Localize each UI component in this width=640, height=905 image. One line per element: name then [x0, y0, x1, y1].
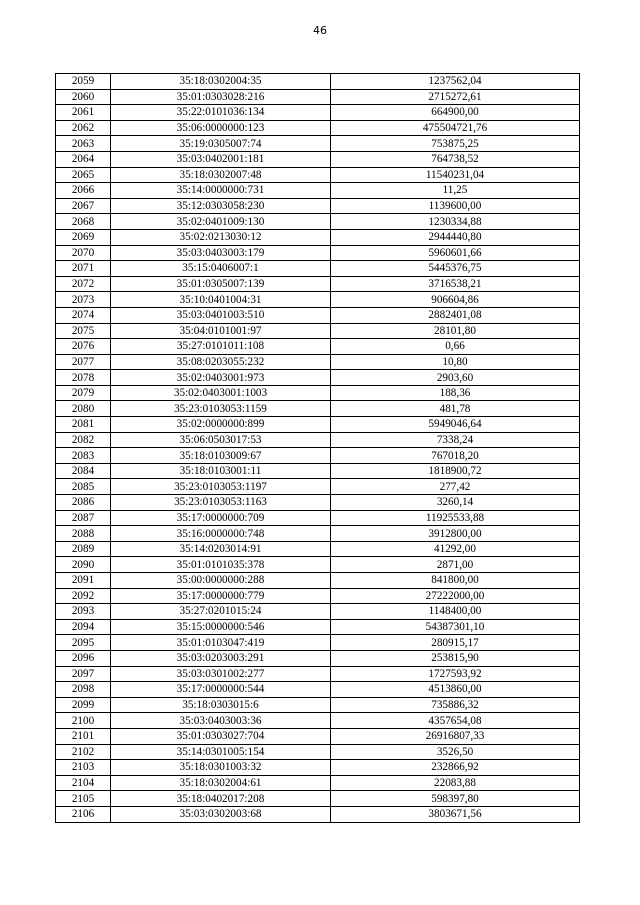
value-cell: 475504721,76	[331, 120, 580, 136]
value-cell: 41292,00	[331, 541, 580, 557]
value-cell: 2715272,61	[331, 89, 580, 105]
row-number-cell: 2059	[56, 74, 111, 90]
value-cell: 767018,20	[331, 448, 580, 464]
value-cell: 598397,80	[331, 791, 580, 807]
cadastral-number-cell: 35:18:0303015:6	[111, 697, 331, 713]
value-cell: 26916807,33	[331, 728, 580, 744]
row-number-cell: 2105	[56, 791, 111, 807]
cadastral-number-cell: 35:03:0302003:68	[111, 806, 331, 822]
row-number-cell: 2069	[56, 229, 111, 245]
cadastral-number-cell: 35:02:0213030:12	[111, 229, 331, 245]
row-number-cell: 2095	[56, 635, 111, 651]
table-row	[56, 541, 580, 557]
cadastral-number-cell: 35:02:0403001:973	[111, 370, 331, 386]
value-cell: 11540231,04	[331, 167, 580, 183]
value-cell: 232866,92	[331, 760, 580, 776]
value-cell: 188,36	[331, 385, 580, 401]
row-number-cell: 2082	[56, 432, 111, 448]
table-body	[56, 74, 580, 823]
row-number-cell: 2087	[56, 510, 111, 526]
cadastral-number-cell: 35:01:0303027:704	[111, 728, 331, 744]
cadastral-number-cell: 35:01:0103047:419	[111, 635, 331, 651]
table-row	[56, 136, 580, 152]
table-row	[56, 229, 580, 245]
value-cell: 3912800,00	[331, 526, 580, 542]
cadastral-number-cell: 35:12:0303058:230	[111, 198, 331, 214]
row-number-cell: 2063	[56, 136, 111, 152]
row-number-cell: 2060	[56, 89, 111, 105]
value-cell: 3803671,56	[331, 806, 580, 822]
row-number-cell: 2072	[56, 276, 111, 292]
cadastral-number-cell: 35:18:0103009:67	[111, 448, 331, 464]
cadastral-number-cell: 35:02:0000000:899	[111, 417, 331, 433]
value-cell: 1230334,88	[331, 214, 580, 230]
table-row	[56, 120, 580, 136]
table-row	[56, 604, 580, 620]
cadastral-number-cell: 35:18:0302004:35	[111, 74, 331, 90]
row-number-cell: 2066	[56, 183, 111, 199]
table-row	[56, 806, 580, 822]
table-row	[56, 744, 580, 760]
row-number-cell: 2076	[56, 339, 111, 355]
value-cell: 27222000,00	[331, 588, 580, 604]
table-row	[56, 479, 580, 495]
row-number-cell: 2092	[56, 588, 111, 604]
cadastral-number-cell: 35:03:0403003:36	[111, 713, 331, 729]
cadastral-number-cell: 35:14:0203014:91	[111, 541, 331, 557]
table-row	[56, 760, 580, 776]
cadastral-number-cell: 35:02:0401009:130	[111, 214, 331, 230]
table-row	[56, 307, 580, 323]
cadastral-number-cell: 35:08:0203055:232	[111, 354, 331, 370]
table-row	[56, 401, 580, 417]
cadastral-number-cell: 35:16:0000000:748	[111, 526, 331, 542]
value-cell: 1148400,00	[331, 604, 580, 620]
table-row	[56, 510, 580, 526]
row-number-cell: 2075	[56, 323, 111, 339]
cadastral-number-cell: 35:17:0000000:544	[111, 682, 331, 698]
table-row	[56, 697, 580, 713]
table-row	[56, 588, 580, 604]
value-cell: 753875,25	[331, 136, 580, 152]
row-number-cell: 2080	[56, 401, 111, 417]
value-cell: 1727593,92	[331, 666, 580, 682]
cadastral-number-cell: 35:23:0103053:1197	[111, 479, 331, 495]
cadastral-number-cell: 35:03:0203003:291	[111, 650, 331, 666]
cadastral-number-cell: 35:22:0101036:134	[111, 105, 331, 121]
row-number-cell: 2089	[56, 541, 111, 557]
table-row	[56, 74, 580, 90]
table-row	[56, 573, 580, 589]
cadastral-number-cell: 35:27:0201015:24	[111, 604, 331, 620]
page-number: 46	[313, 24, 327, 37]
cadastral-number-cell: 35:23:0103053:1163	[111, 495, 331, 511]
value-cell: 280915,17	[331, 635, 580, 651]
cadastral-number-cell: 35:04:0101001:97	[111, 323, 331, 339]
table-row	[56, 791, 580, 807]
row-number-cell: 2090	[56, 557, 111, 573]
value-cell: 253815,90	[331, 650, 580, 666]
row-number-cell: 2064	[56, 151, 111, 167]
row-number-cell: 2083	[56, 448, 111, 464]
row-number-cell: 2093	[56, 604, 111, 620]
cadastral-number-cell: 35:17:0000000:709	[111, 510, 331, 526]
table-row	[56, 619, 580, 635]
table-row	[56, 728, 580, 744]
row-number-cell: 2074	[56, 307, 111, 323]
value-cell: 1237562,04	[331, 74, 580, 90]
table-row	[56, 354, 580, 370]
cadastral-number-cell: 35:02:0403001:1003	[111, 385, 331, 401]
value-cell: 2882401,08	[331, 307, 580, 323]
cadastral-number-cell: 35:03:0401003:510	[111, 307, 331, 323]
cadastral-number-cell: 35:23:0103053:1159	[111, 401, 331, 417]
cadastral-number-cell: 35:03:0402001:181	[111, 151, 331, 167]
value-cell: 2944440,80	[331, 229, 580, 245]
value-cell: 11925533,88	[331, 510, 580, 526]
cadastral-number-cell: 35:18:0103001:11	[111, 463, 331, 479]
cadastral-number-cell: 35:03:0403003:179	[111, 245, 331, 261]
cadastral-number-cell: 35:17:0000000:779	[111, 588, 331, 604]
value-cell: 764738,52	[331, 151, 580, 167]
cadastral-number-cell: 35:06:0503017:53	[111, 432, 331, 448]
value-cell: 664900,00	[331, 105, 580, 121]
table-row	[56, 448, 580, 464]
value-cell: 3716538,21	[331, 276, 580, 292]
row-number-cell: 2067	[56, 198, 111, 214]
row-number-cell: 2078	[56, 370, 111, 386]
row-number-cell: 2104	[56, 775, 111, 791]
value-cell: 4357654,08	[331, 713, 580, 729]
cadastral-number-cell: 35:19:0305007:74	[111, 136, 331, 152]
table-row	[56, 183, 580, 199]
value-cell: 1818900,72	[331, 463, 580, 479]
cadastral-number-cell: 35:01:0305007:139	[111, 276, 331, 292]
value-cell: 1139600,00	[331, 198, 580, 214]
table-row	[56, 323, 580, 339]
value-cell: 54387301,10	[331, 619, 580, 635]
cadastral-number-cell: 35:18:0302007:48	[111, 167, 331, 183]
row-number-cell: 2103	[56, 760, 111, 776]
row-number-cell: 2086	[56, 495, 111, 511]
table-row	[56, 432, 580, 448]
cadastral-number-cell: 35:01:0101035:378	[111, 557, 331, 573]
table-row	[56, 261, 580, 277]
value-cell: 841800,00	[331, 573, 580, 589]
row-number-cell: 2101	[56, 728, 111, 744]
cadastral-number-cell: 35:14:0301005:154	[111, 744, 331, 760]
row-number-cell: 2070	[56, 245, 111, 261]
table-row	[56, 245, 580, 261]
row-number-cell: 2106	[56, 806, 111, 822]
cadastral-number-cell: 35:10:0401004:31	[111, 292, 331, 308]
value-cell: 22083,88	[331, 775, 580, 791]
cadastral-number-cell: 35:18:0402017:208	[111, 791, 331, 807]
row-number-cell: 2099	[56, 697, 111, 713]
cadastral-number-cell: 35:03:0301002:277	[111, 666, 331, 682]
table-row	[56, 385, 580, 401]
value-cell: 2903,60	[331, 370, 580, 386]
cadastral-number-cell: 35:14:0000000:731	[111, 183, 331, 199]
table-row	[56, 214, 580, 230]
value-cell: 906604,86	[331, 292, 580, 308]
value-cell: 3260,14	[331, 495, 580, 511]
table-row	[56, 635, 580, 651]
table-row	[56, 276, 580, 292]
table-row	[56, 713, 580, 729]
value-cell: 10,80	[331, 354, 580, 370]
row-number-cell: 2098	[56, 682, 111, 698]
row-number-cell: 2088	[56, 526, 111, 542]
cadastral-value-table	[55, 73, 580, 823]
table-row	[56, 151, 580, 167]
row-number-cell: 2068	[56, 214, 111, 230]
value-cell: 11,25	[331, 183, 580, 199]
row-number-cell: 2084	[56, 463, 111, 479]
row-number-cell: 2061	[56, 105, 111, 121]
value-cell: 277,42	[331, 479, 580, 495]
table-row	[56, 198, 580, 214]
table-row	[56, 105, 580, 121]
row-number-cell: 2077	[56, 354, 111, 370]
value-cell: 3526,50	[331, 744, 580, 760]
cadastral-number-cell: 35:27:0101011:108	[111, 339, 331, 355]
value-cell: 7338,24	[331, 432, 580, 448]
cadastral-number-cell: 35:01:0303028:216	[111, 89, 331, 105]
value-cell: 481,78	[331, 401, 580, 417]
row-number-cell: 2091	[56, 573, 111, 589]
row-number-cell: 2096	[56, 650, 111, 666]
cadastral-number-cell: 35:15:0000000:546	[111, 619, 331, 635]
row-number-cell: 2094	[56, 619, 111, 635]
table-row	[56, 370, 580, 386]
cadastral-number-cell: 35:18:0302004:61	[111, 775, 331, 791]
row-number-cell: 2065	[56, 167, 111, 183]
value-cell: 28101,80	[331, 323, 580, 339]
table-row	[56, 292, 580, 308]
row-number-cell: 2081	[56, 417, 111, 433]
value-cell: 4513860,00	[331, 682, 580, 698]
row-number-cell: 2062	[56, 120, 111, 136]
table-row	[56, 463, 580, 479]
row-number-cell: 2100	[56, 713, 111, 729]
row-number-cell: 2102	[56, 744, 111, 760]
row-number-cell: 2079	[56, 385, 111, 401]
cadastral-number-cell: 35:06:0000000:123	[111, 120, 331, 136]
cadastral-number-cell: 35:00:0000000:288	[111, 573, 331, 589]
row-number-cell: 2071	[56, 261, 111, 277]
row-number-cell: 2073	[56, 292, 111, 308]
value-cell: 5445376,75	[331, 261, 580, 277]
table-row	[56, 495, 580, 511]
table-row	[56, 89, 580, 105]
value-cell: 5949046,64	[331, 417, 580, 433]
cadastral-number-cell: 35:15:0406007:1	[111, 261, 331, 277]
table-row	[56, 417, 580, 433]
table-row	[56, 650, 580, 666]
table-row	[56, 526, 580, 542]
row-number-cell: 2097	[56, 666, 111, 682]
table-row	[56, 666, 580, 682]
table-row	[56, 682, 580, 698]
value-cell: 5960601,66	[331, 245, 580, 261]
table-row	[56, 339, 580, 355]
cadastral-number-cell: 35:18:0301003:32	[111, 760, 331, 776]
table-row	[56, 775, 580, 791]
table-row	[56, 167, 580, 183]
value-cell: 2871,00	[331, 557, 580, 573]
row-number-cell: 2085	[56, 479, 111, 495]
value-cell: 735886,32	[331, 697, 580, 713]
table-row	[56, 557, 580, 573]
value-cell: 0,66	[331, 339, 580, 355]
